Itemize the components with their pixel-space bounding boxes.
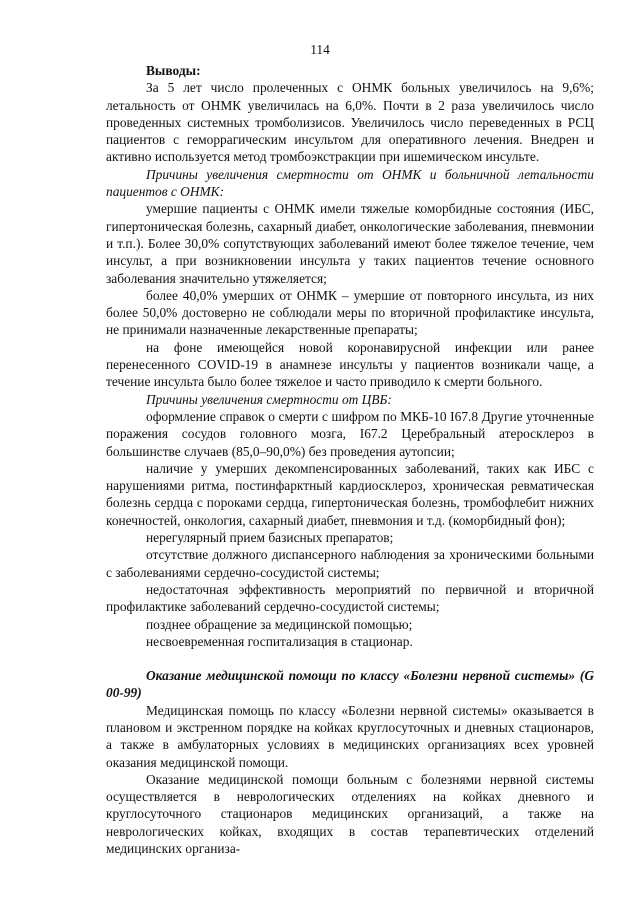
italic-subheading: Причины увеличения смертности от ЦВБ: bbox=[146, 391, 392, 407]
section-heading: Оказание медицинской помощи по классу «Болезни нервной системы» (G 00-99) bbox=[106, 668, 594, 701]
paragraph: отсутствие должного диспансерного наблюдения за хроническими больными с заболеваниями сердечно-сосудистой системы; bbox=[106, 547, 594, 580]
paragraph: оформление справок о смерти с шифром по МКБ-10 I67.8 Другие уточненные поражения сосудов головного мозга, I67.2 Церебральный атеросклероз в большинстве случаев (85,0–90,0%) без проведения аутопсии; bbox=[106, 408, 594, 459]
paragraph: Медицинская помощь по классу «Болезни нервной системы» оказывается в плановом и экстренном порядке на койках круглосуточных и дневных стационаров, а также в амбулаторных условиях в медицинских организациях всех уровней оказания медицинской помощи. bbox=[106, 702, 594, 770]
paragraph: За 5 лет число пролеченных с ОНМК больных увеличилось на 9,6%; летальность от ОНМК увеличилась на 6,0%. Почти в 2 раза увеличилось число проведенных системных тромболизисов. Увеличилось число переведенных в РСЦ пациентов с геморрагическим инсультом для оперативного лечения. Внедрен и активно используется метод тромбоэкстракции при ишемическом инсульте. bbox=[106, 80, 594, 165]
conclusions-heading: Выводы: bbox=[146, 63, 201, 78]
paragraph: наличие у умерших декомпенсированных заболеваний, таких как ИБС с нарушениями ритма, постинфарктный кардиосклероз, хроническая ревматическая болезнь сердца с пороками сердца, гипертоническая болезнь, тромбофлебит нижних конечностей, онкология, сахарный диабет, пневмония и т.д. (коморбидный фон); bbox=[106, 460, 594, 528]
paragraph: Оказание медицинской помощи больным с болезнями нервной системы осуществляется в неврологических отделениях на койках дневного и круглосуточного стационаров медицинских организаций, а также на неврологических койках, входящих в состав терапевтических отделений медицинских организа- bbox=[106, 771, 594, 857]
paragraph: умершие пациенты с ОНМК имели тяжелые коморбидные состояния (ИБС, гипертоническая болезнь, сахарный диабет, онкологические заболевания, пневмонии и т.п.). Более 30,0% сопутствующих заболеваний имеют более тяжелое течение, чем инсульт, а при возникновении инсульта у таких пациентов течение основного заболевания значительно утяжеляется; bbox=[106, 201, 594, 286]
paragraph: нерегулярный прием базисных препаратов; bbox=[146, 530, 394, 546]
paragraph: более 40,0% умерших от ОНМК – умершие от повторного инсульта, из них более 50,0% достоверно не соблюдали меры по вторичной профилактике инсульта, не принимали назначенные лекарственные препараты; bbox=[106, 287, 594, 338]
text-column bbox=[106, 62, 594, 857]
paragraph: на фоне имеющейся новой коронавирусной инфекции или ранее перенесенного COVID-19 в анамнезе инсульты у пациентов возникали чаще, а течение инсульта было более тяжелое и часто приводило к смерти больного. bbox=[106, 339, 594, 390]
paragraph: недостаточная эффективность мероприятий по первичной и вторичной профилактике заболеваний сердечно-сосудистой системы; bbox=[106, 581, 594, 615]
italic-subheading: Причины увеличения смертности от ОНМК и больничной летальности пациентов с ОНМК: bbox=[106, 166, 594, 200]
paragraph: несвоевременная госпитализация в стационар. bbox=[146, 633, 413, 649]
page-number: 114 bbox=[310, 42, 330, 57]
spacer bbox=[106, 650, 594, 667]
paragraph: позднее обращение за медицинской помощью; bbox=[146, 616, 413, 632]
